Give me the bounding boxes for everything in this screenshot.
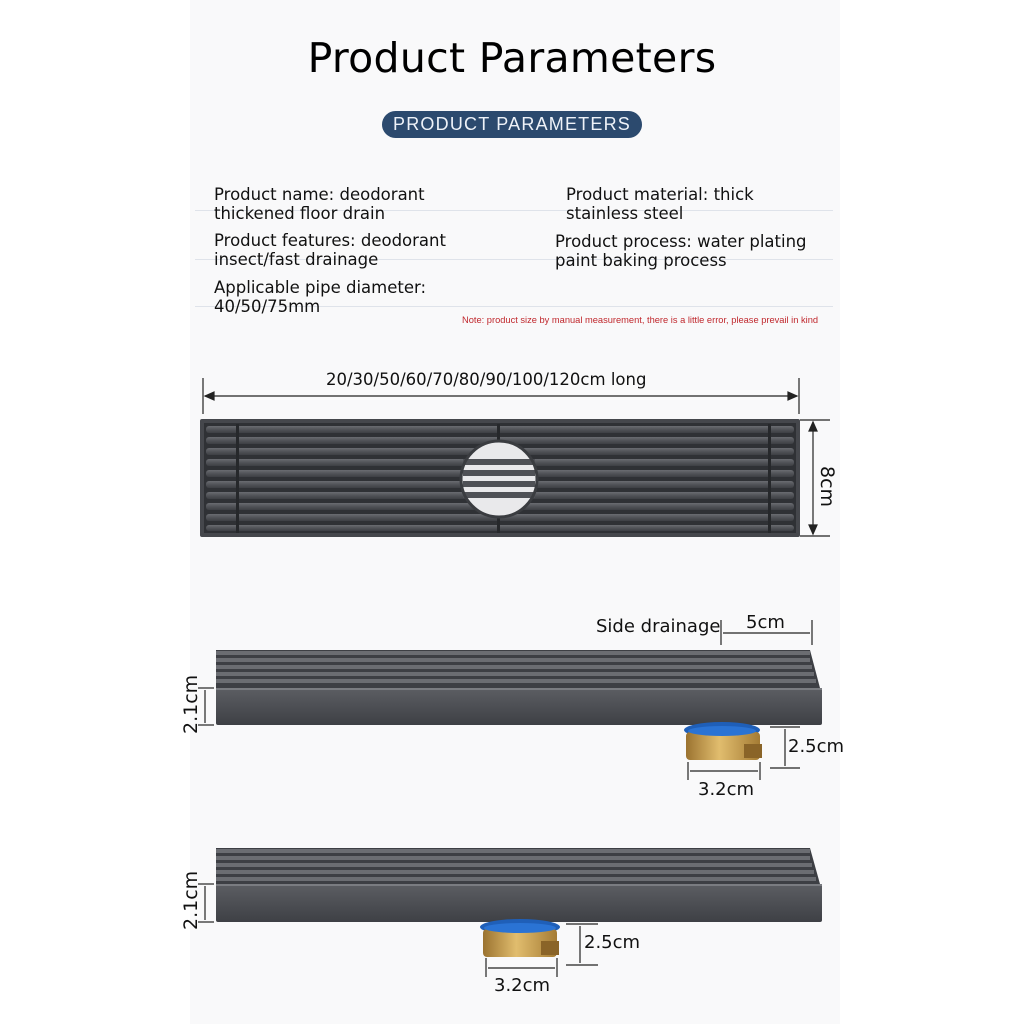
param-line: Product process: water plating [555, 232, 807, 251]
param-line: 40/50/75mm [214, 297, 321, 316]
pipe-height-label-1: 2.5cm [788, 736, 845, 757]
drain-hole [461, 441, 537, 517]
param-line: stainless steel [566, 204, 684, 223]
pipe-height-label-2: 2.5cm [584, 932, 641, 953]
drain-side-view-2 [216, 848, 822, 922]
drain-fitting-2 [480, 919, 560, 957]
param-line: Applicable pipe diameter: [214, 278, 427, 297]
param-line: paint baking process [555, 251, 727, 270]
pipe-width-label-1: 3.2cm [698, 779, 755, 800]
measurement-note: Note: product size by manual measurement, there is a little error, please prevail in kind [462, 315, 819, 325]
side-drainage-label: Side drainage [596, 616, 721, 637]
drain-side-view-1 [216, 650, 822, 725]
width-label: 8cm [816, 466, 838, 508]
param-line: Product features: deodorant [214, 231, 446, 250]
height-label-1: 2.1cm [180, 674, 202, 734]
drain-fitting-1 [684, 722, 762, 760]
length-label: 20/30/50/60/70/80/90/100/120cm long [326, 370, 647, 389]
height-label-2: 2.1cm [180, 870, 202, 930]
floor-drain-top-view [200, 419, 800, 537]
param-line: Product material: thick [566, 185, 754, 204]
page-title: Product Parameters [307, 34, 717, 82]
section-badge: PRODUCT PARAMETERS [382, 111, 642, 138]
param-line: Product name: deodorant [214, 185, 425, 204]
param-line: thickened floor drain [214, 204, 386, 223]
pipe-width-label-2: 3.2cm [494, 975, 551, 996]
param-line: insect/fast drainage [214, 250, 379, 269]
offset-label: 5cm [746, 612, 785, 633]
